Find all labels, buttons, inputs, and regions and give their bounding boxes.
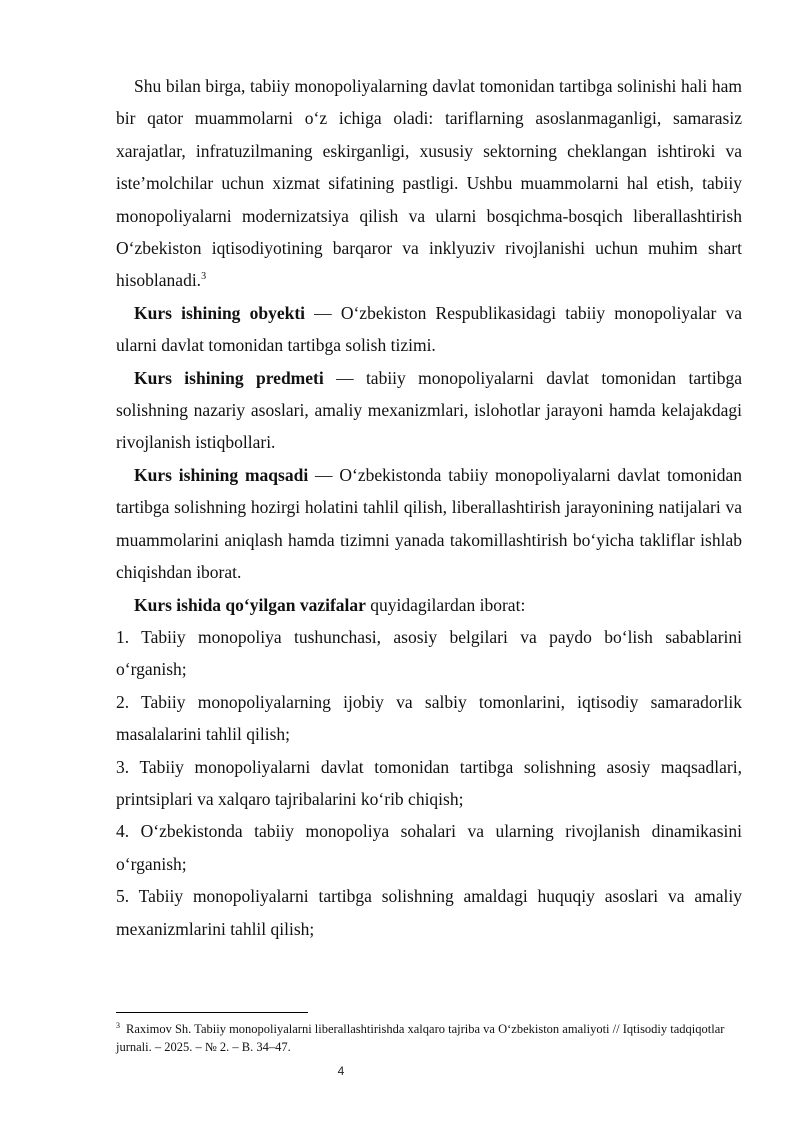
- intro-paragraph: [116, 70, 742, 297]
- page-number: 4: [337, 1064, 345, 1078]
- task-item-3: 3. Tabiiy monopoliyalarni davlat tomonidan tartibga solishning asosiy maqsadlari, printsiplari va xalqaro tajribalarini ko‘rib chiqish;: [116, 756, 742, 809]
- intro-text: Shu bilan birga, tabiiy monopoliyalarning davlat tomonidan tartibga solinishi hali ham bir qator muammolarni o‘z ichiga oladi: tariflarning asoslanmaganligi, samarasiz xarajatlar, infratuzilmaning eskirganligi, xususiy sektorning cheklangan ishtiroki va iste’molchilar uchun xizmat sifatining pastligi. Ushbu muammolarni hal etish, tabiiy monopoliyalarni modernizatsiya qilish va ularni bosqichma-bosqich liberallashtirish O‘zbekiston iqtisodiyotining barqaror va inklyuziv rivojlanishi uchun muhim shart hisoblanadi.: [116, 76, 742, 291]
- tasks-label: Kurs ishida qo‘yilgan vazifalar: [134, 594, 366, 615]
- task-item-5: 5. Tabiiy monopoliyalarni tartibga solishning amaldagi huquqiy asoslari va amaliy mexanizmlarini tahlil qilish;: [116, 886, 742, 939]
- goal-paragraph: [116, 459, 742, 589]
- footnote-text: Raximov Sh. Tabiiy monopoliyalarni liberallashtirishda xalqaro tajriba va O‘zbekiston amaliyoti // Iqtisodiy tadqiqotlar jurnali. – 2025. – № 2. – B. 34–47.: [116, 1022, 725, 1054]
- footnote-marker: 3: [116, 1020, 120, 1030]
- task-item-1: 1. Tabiiy monopoliya tushunchasi, asosiy belgilari va paydo bo‘lish sabablarini o‘rganish;: [116, 626, 742, 680]
- tasks-text: quyidagilardan iborat:: [365, 594, 526, 615]
- footnote-reference[interactable]: 3: [201, 271, 207, 283]
- subject-text: — tabiiy monopoliyalarni davlat tomonidan tartibga solishning nazariy asoslari, amaliy mexanizmlari, islohotlar jarayoni hamda kelajakdagi rivojlanish istiqbollari.: [116, 367, 742, 453]
- body-text: [116, 70, 742, 945]
- task-item-2: 2. Tabiiy monopoliyalarning ijobiy va salbiy tomonlarini, iqtisodiy samaradorlik masalalarini tahlil qilish;: [116, 691, 742, 745]
- object-paragraph: [116, 297, 742, 362]
- footnote: [116, 1020, 742, 1056]
- tasks-paragraph: [116, 589, 742, 621]
- task-item-4: 4. O‘zbekistonda tabiiy monopoliya sohalari va ularning rivojlanish dinamikasini o‘rganish;: [116, 821, 742, 874]
- footnote-divider: [116, 1012, 308, 1013]
- object-label: Kurs ishining obyekti: [134, 302, 306, 323]
- goal-label: Kurs ishining maqsadi: [134, 464, 309, 485]
- subject-paragraph: [116, 362, 742, 459]
- goal-text: — O‘zbekistonda tabiiy monopoliyalarni davlat tomonidan tartibga solishning hozirgi holatini tahlil qilish, liberallashtirish jarayonining natijalari va muammolarini aniqlash hamda tizimni yanada takomillashtirish bo‘yicha takliflar ishlab chiqishdan iborat.: [116, 464, 742, 583]
- object-text: — O‘zbekiston Respublikasidagi tabiiy monopoliyalar va ularni davlat tomonidan tartibga solish tizimi.: [116, 302, 742, 356]
- subject-label: Kurs ishining predmeti: [134, 367, 324, 388]
